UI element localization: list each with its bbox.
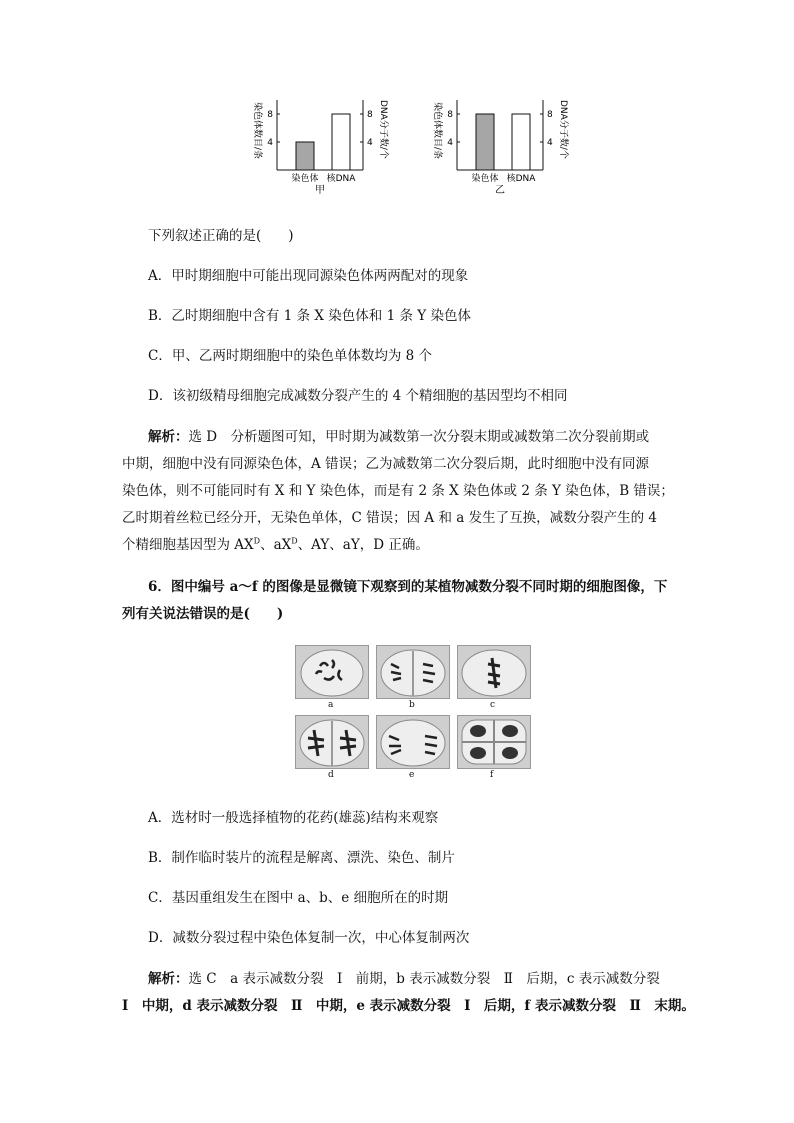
- y-tick-label-left: 8: [447, 110, 453, 120]
- q6-stem-line2: 列有关说法错误的是( ): [122, 606, 284, 622]
- micrograph-a: [295, 645, 369, 699]
- caption-a: a: [328, 700, 334, 710]
- q5-option-d: D．该初级精母细胞完成减数分裂产生的 4 个精细胞的基因型均不相同: [148, 388, 568, 404]
- y-tick-label-right: 4: [547, 138, 553, 148]
- q5-analysis-line1: [148, 425, 649, 445]
- q6-analysis-label: 解析：: [148, 971, 189, 987]
- caption-e: e: [409, 770, 415, 780]
- caption-b: b: [409, 700, 415, 710]
- q5-analysis-label: 解析：: [148, 429, 189, 445]
- micrograph-e: [376, 715, 450, 769]
- category-label: 核DNA: [506, 174, 536, 184]
- y-axis-label-left: 染色体数目/条: [252, 102, 262, 160]
- q5-option-c: C．甲、乙两时期细胞中的染色单体数均为 8 个: [148, 348, 433, 364]
- q5-analysis-line2: 中期，细胞中没有同源染色体，A 错误；乙为减数第二次分裂后期，此时细胞中没有同源: [122, 456, 650, 472]
- q5-analysis-line5: [122, 533, 429, 553]
- bar-dna: [512, 114, 530, 170]
- y-axis-label-right: DNA分子数/个: [558, 100, 568, 159]
- q6-analysis-line2: Ⅰ 中期，d 表示减数分裂 Ⅱ 中期，e 表示减数分裂 Ⅰ 后期，f 表示减数分裂 Ⅱ 末期。: [122, 998, 695, 1014]
- chart-title: 甲: [315, 185, 325, 196]
- y-tick-label-left: 8: [267, 110, 273, 120]
- q6-analysis-text1: 选 C a 表示减数分裂 Ⅰ 前期，b 表示减数分裂 Ⅱ 后期，c 表示减数分裂: [188, 971, 660, 987]
- y-tick-label-right: 8: [367, 110, 373, 120]
- y-tick-label-left: 4: [267, 138, 273, 148]
- q5-a5b: 、aX: [260, 537, 292, 553]
- sup-d1: D: [253, 536, 261, 546]
- q6-option-b: B．制作临时装片的流程是解离、漂洗、染色、制片: [148, 850, 455, 866]
- y-tick-label-right: 8: [547, 110, 553, 120]
- q5-option-a: A．甲时期细胞中可能出现同源染色体两两配对的现象: [148, 268, 469, 284]
- q5-analysis-text1: 选 D 分析题图可知，甲时期为减数第一次分裂末期或减数第二次分裂前期或: [188, 429, 650, 445]
- micrograph-b: [376, 645, 450, 699]
- y-axis-label-right: DNA分子数/个: [378, 100, 388, 159]
- q5-stem: 下列叙述正确的是( ): [148, 228, 294, 244]
- caption-c: c: [490, 700, 496, 710]
- micrograph-c: [457, 645, 531, 699]
- micrograph-f: [457, 715, 531, 769]
- caption-f: f: [490, 770, 494, 780]
- bar-chromosome: [476, 114, 494, 170]
- q5-analysis-line4: 乙时期着丝粒已经分开，无染色单体，C 错误；因 A 和 a 发生了互换，减数分裂产生的 4: [122, 510, 657, 526]
- bar-dna: [332, 114, 350, 170]
- q5-option-b: B．乙时期细胞中含有 1 条 X 染色体和 1 条 Y 染色体: [148, 308, 471, 324]
- y-axis-label-left: 染色体数目/条: [432, 102, 442, 160]
- q5-analysis-line3: 染色体，则不可能同时有 X 和 Y 染色体，而是有 2 条 X 染色体或 2 条 Y 染色体，B 错误；: [122, 483, 674, 499]
- category-label: 核DNA: [326, 174, 356, 184]
- q6-option-d: D．减数分裂过程中染色体复制一次，中心体复制两次: [148, 930, 470, 946]
- y-tick-label-left: 4: [447, 138, 453, 148]
- q6-stem-line1: 6．图中编号 a～f 的图像是显微镜下观察到的某植物减数分裂不同时期的细胞图像，下: [148, 579, 668, 595]
- q6-analysis-line1: [148, 967, 660, 987]
- bar-chromosome: [296, 142, 314, 170]
- chart-yi: [425, 95, 568, 205]
- category-label: 染色体: [471, 174, 499, 184]
- micrograph-d: [295, 715, 369, 769]
- category-label: 染色体: [291, 174, 319, 184]
- chart-jia: [245, 95, 388, 205]
- chart-title: 乙: [495, 185, 505, 196]
- caption-d: d: [328, 770, 334, 780]
- sup-d2: D: [291, 536, 298, 546]
- q6-option-c: C．基因重组发生在图中 a、b、e 细胞所在的时期: [148, 890, 449, 906]
- q6-option-a: A．选材时一般选择植物的花药(雄蕊)结构来观察: [148, 810, 439, 826]
- q5-a5c: 、AY、aY，D 正确。: [297, 537, 429, 553]
- q5-a5a: 个精细胞基因型为 AX: [122, 537, 254, 553]
- y-tick-label-right: 4: [367, 138, 373, 148]
